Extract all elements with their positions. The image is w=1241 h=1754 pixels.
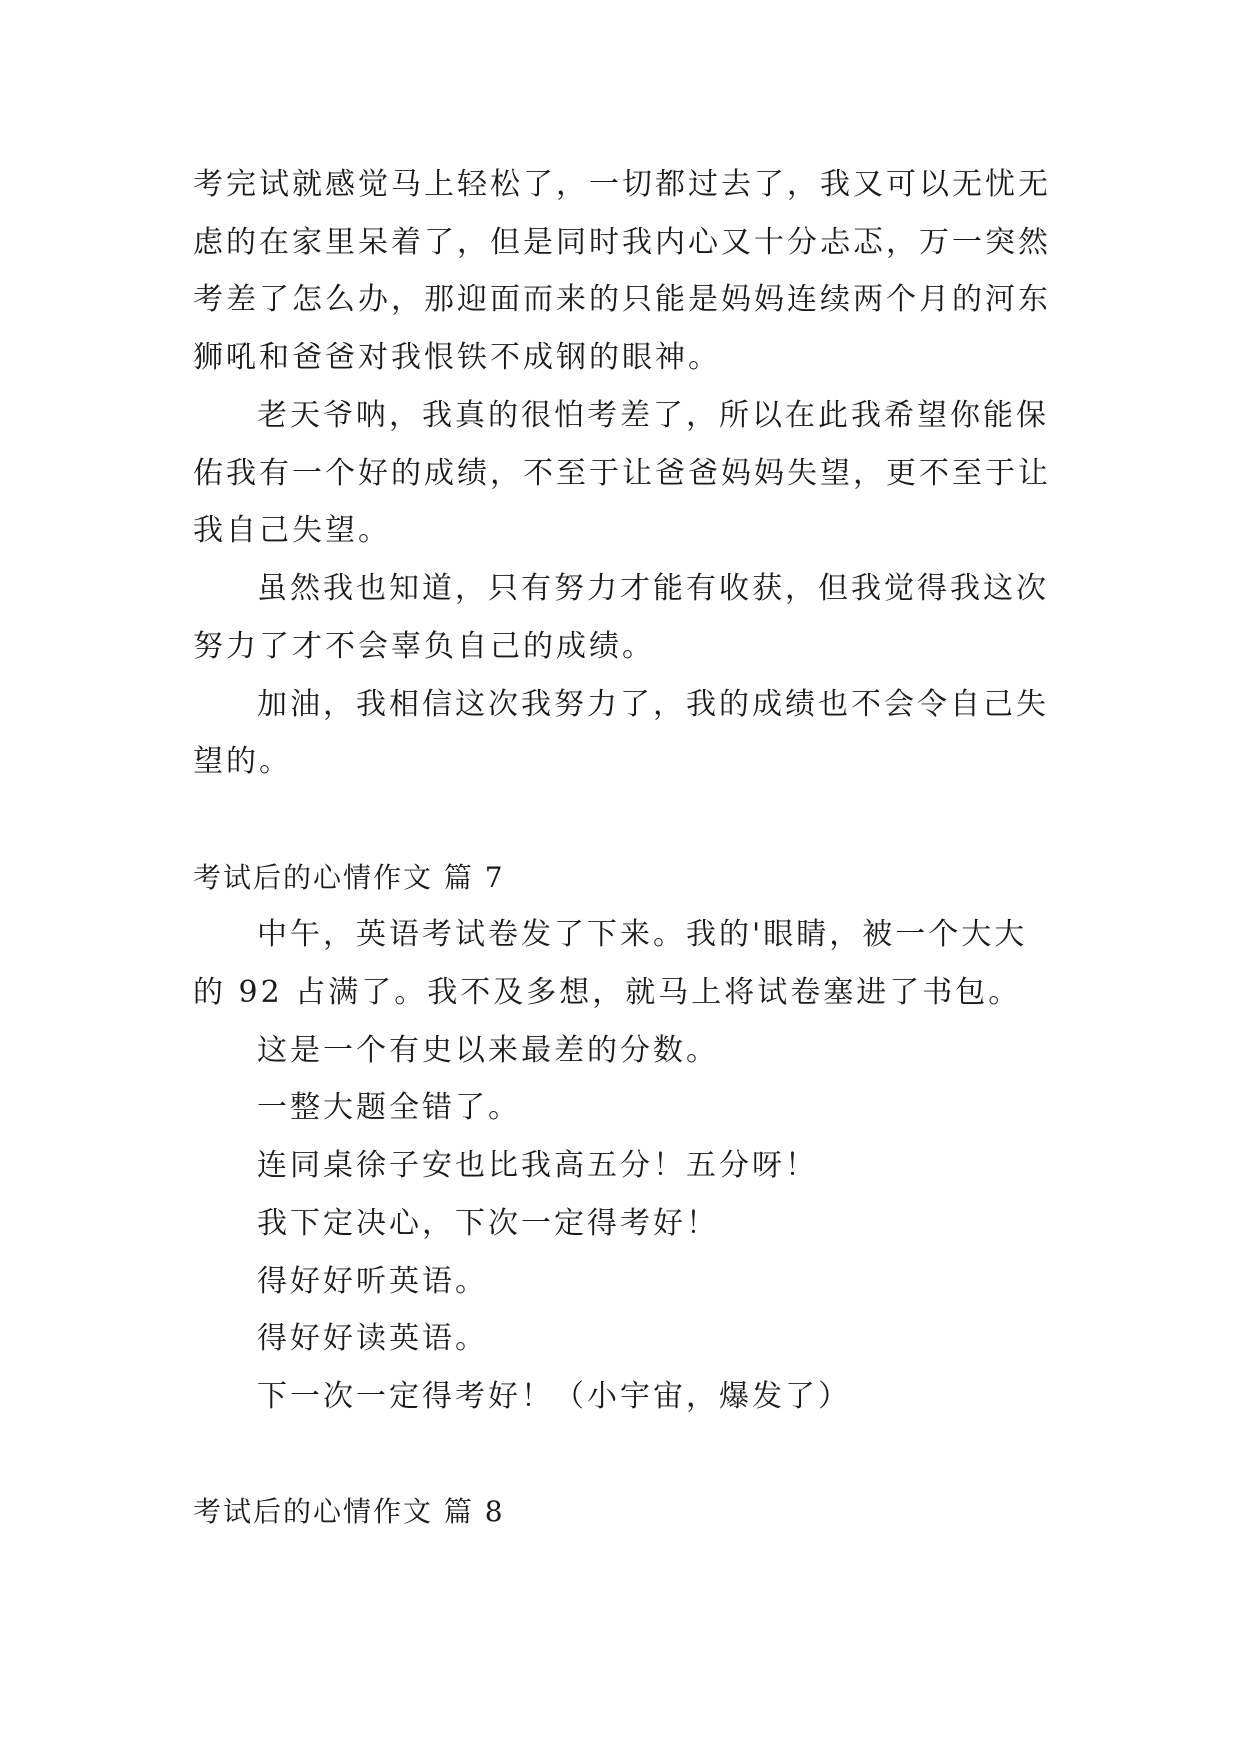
paragraph-2-line-3: 我自己失望。 [193, 513, 391, 548]
short-line-5: 得好好听英语。 [257, 1264, 488, 1299]
section-heading-8: 考试后的心情作文 篇 8 [193, 1495, 505, 1528]
short-line-4: 我下定决心，下次一定得考好！ [257, 1206, 719, 1241]
short-line-3: 连同桌徐子安也比我高五分！五分呀！ [257, 1148, 818, 1183]
paragraph-2-line-1: 老天爷呐，我真的很怕考差了，所以在此我希望你能保 [257, 398, 1049, 433]
paragraph-4-line-1: 加油，我相信这次我努力了，我的成绩也不会令自己失 [257, 687, 1049, 722]
paragraph-3-line-1: 虽然我也知道，只有努力才能有收获，但我觉得我这次 [257, 571, 1049, 606]
paragraph-1-line-2: 虑的在家里呆着了，但是同时我内心又十分忐忑，万一突然 [193, 225, 1051, 260]
short-line-2: 一整大题全错了。 [257, 1090, 521, 1125]
paragraph-1-line-4: 狮吼和爸爸对我恨铁不成钢的眼神。 [193, 340, 721, 375]
paragraph-3-line-2: 努力了才不会辜负自己的成绩。 [193, 629, 655, 664]
paragraph-2-line-2: 佑我有一个好的成绩，不至于让爸爸妈妈失望，更不至于让 [193, 456, 1051, 491]
section-heading-7: 考试后的心情作文 篇 7 [193, 861, 505, 894]
paragraph-5-line-2: 的 92 占满了。我不及多想，就马上将试卷塞进了书包。 [193, 975, 1022, 1010]
short-line-1: 这是一个有史以来最差的分数。 [257, 1033, 719, 1068]
short-line-7: 下一次一定得考好！（小宇宙，爆发了） [257, 1379, 851, 1414]
short-line-6: 得好好读英语。 [257, 1321, 488, 1356]
paragraph-4-line-2: 望的。 [193, 744, 292, 779]
paragraph-1-line-3: 考差了怎么办，那迎面而来的只能是妈妈连续两个月的河东 [193, 282, 1051, 317]
paragraph-1-line-1: 考完试就感觉马上轻松了，一切都过去了，我又可以无忧无 [193, 167, 1051, 202]
paragraph-5-line-1: 中午，英语考试卷发了下来。我的'眼睛，被一个大大 [257, 917, 1028, 952]
